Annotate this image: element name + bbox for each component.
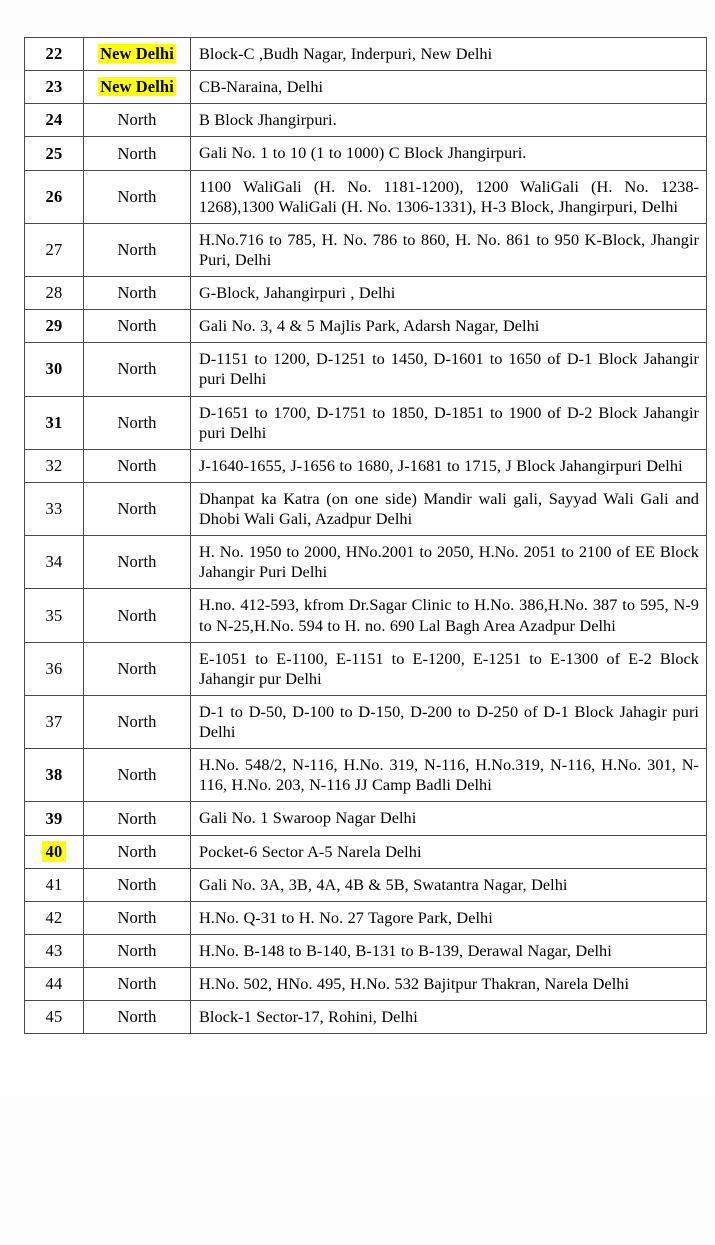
address-text: Dhanpat ka Katra (on one side) Mandir wali gali, Sayyad Wali Gali and Dhobi Wali Gali, Azadpur Delhi — [199, 488, 699, 528]
cell-serial-number — [25, 536, 84, 589]
cell-address — [191, 642, 707, 695]
cell-serial-number — [25, 396, 84, 449]
address-text: H.no. 412-593, kfrom Dr.Sagar Clinic to H.No. 386,H.No. 387 to 595, N-9 to N-25,H.No. 594 to H. no. 690 Lal Bagh Area Azadpur Delhi — [199, 595, 699, 635]
cell-district — [84, 71, 191, 104]
cell-address — [191, 396, 707, 449]
address-text: Block-C ,Budh Nagar, Inderpuri, New Delhi — [199, 44, 493, 63]
table-row — [25, 749, 707, 802]
district-text: North — [117, 1007, 157, 1027]
cell-address — [191, 536, 707, 589]
cell-serial-number — [25, 310, 84, 343]
district-text: North — [117, 110, 157, 130]
address-text: Gali No. 3, 4 & 5 Majlis Park, Adarsh Nagar, Delhi — [199, 316, 540, 336]
district-text — [84, 73, 190, 101]
cell-serial-number — [25, 137, 84, 170]
district-text: North — [117, 239, 157, 259]
table-row — [25, 104, 707, 137]
cell-district — [84, 835, 191, 868]
cell-district — [84, 343, 191, 396]
table-row — [25, 695, 707, 748]
cell-serial-number — [25, 749, 84, 802]
address-text: G-Block, Jahangirpuri , Delhi — [199, 283, 396, 302]
cell-address — [191, 310, 707, 343]
cell-serial-number — [25, 1001, 84, 1034]
cell-address — [191, 137, 707, 170]
table-row — [25, 1001, 707, 1034]
address-text: H.No. 502, HNo. 495, H.No. 532 Bajitpur Thakran, Narela Delhi — [199, 974, 630, 993]
cell-address — [191, 1001, 707, 1034]
cell-serial-number — [25, 589, 84, 642]
address-text: Gali No. 1 Swaroop Nagar Delhi — [199, 808, 417, 828]
address-text: H. No. 1950 to 2000, HNo.2001 to 2050, H.No. 2051 to 2100 of EE Block Jahangir Puri Delhi — [199, 542, 699, 582]
table-row — [25, 835, 707, 868]
district-text: North — [117, 316, 157, 336]
cell-district — [84, 536, 191, 589]
address-text: D-1 to D-50, D-100 to D-150, D-200 to D-250 of D-1 Block Jahagir puri Delhi — [199, 701, 699, 741]
district-text: North — [117, 605, 157, 625]
cell-address — [191, 968, 707, 1001]
cell-address — [191, 71, 707, 104]
cell-district — [84, 802, 191, 835]
district-text: North — [117, 941, 157, 961]
serial-number-text: 27 — [45, 239, 63, 259]
serial-number-text: 28 — [45, 283, 63, 303]
table-row — [25, 71, 707, 104]
serial-number-text: 22 — [45, 44, 63, 64]
serial-number-text: 36 — [45, 658, 63, 678]
address-text: Block-1 Sector-17, Rohini, Delhi — [199, 1007, 418, 1027]
cell-serial-number — [25, 71, 84, 104]
cell-serial-number — [25, 277, 84, 310]
address-text: H.No. Q-31 to H. No. 27 Tagore Park, Delhi — [199, 907, 493, 927]
cell-district — [84, 968, 191, 1001]
table-body — [25, 38, 707, 1034]
district-text: North — [117, 658, 157, 678]
serial-number-text: 45 — [45, 1007, 63, 1027]
cell-address — [191, 749, 707, 802]
serial-number-text: 43 — [45, 941, 63, 961]
district-text: North — [117, 712, 157, 732]
district-text: North — [117, 412, 157, 432]
cell-district — [84, 901, 191, 934]
cell-district — [84, 277, 191, 310]
cell-serial-number — [25, 695, 84, 748]
district-text: North — [117, 143, 157, 163]
cell-serial-number — [25, 968, 84, 1001]
cell-district — [84, 38, 191, 71]
cell-address — [191, 901, 707, 934]
address-table — [24, 37, 707, 1034]
cell-serial-number — [25, 38, 84, 71]
serial-number-text — [25, 838, 83, 866]
district-text: North — [117, 974, 157, 994]
table-row — [25, 589, 707, 642]
cell-address — [191, 835, 707, 868]
cell-district — [84, 137, 191, 170]
serial-number-text: 26 — [45, 186, 63, 206]
district-text: North — [117, 283, 157, 303]
district-text: North — [117, 874, 157, 894]
highlight-mark: New Delhi — [100, 44, 174, 64]
address-text: Gali No. 1 to 10 (1 to 1000) C Block Jhangirpuri. — [199, 143, 527, 163]
serial-number-text: 44 — [45, 974, 63, 994]
district-text: North — [117, 455, 157, 475]
cell-serial-number — [25, 802, 84, 835]
cell-district — [84, 104, 191, 137]
cell-serial-number — [25, 868, 84, 901]
address-text: D-1651 to 1700, D-1751 to 1850, D-1851 to 1900 of D-2 Block Jahangir puri Delhi — [199, 402, 699, 442]
district-text: North — [117, 186, 157, 206]
serial-number-text: 23 — [45, 77, 63, 97]
serial-number-text: 38 — [45, 765, 63, 785]
table-row — [25, 277, 707, 310]
cell-serial-number — [25, 901, 84, 934]
serial-number-text: 33 — [45, 499, 63, 519]
cell-district — [84, 482, 191, 535]
district-text: North — [117, 907, 157, 927]
district-text: North — [117, 499, 157, 519]
table-row — [25, 901, 707, 934]
address-text: H.No. 548/2, N-116, H.No. 319, N-116, H.No.319, N-116, H.No. 301, N-116, H.No. 203, N-116 JJ Camp Badli Delhi — [199, 755, 699, 795]
cell-address — [191, 277, 707, 310]
table-row — [25, 449, 707, 482]
cell-address — [191, 343, 707, 396]
cell-district — [84, 1001, 191, 1034]
cell-district — [84, 310, 191, 343]
serial-number-text: 41 — [45, 874, 63, 894]
cell-serial-number — [25, 170, 84, 223]
cell-address — [191, 482, 707, 535]
cell-district — [84, 934, 191, 967]
serial-number-text: 32 — [45, 455, 63, 475]
cell-address — [191, 802, 707, 835]
serial-number-text: 39 — [45, 808, 63, 828]
serial-number-text: 25 — [45, 143, 63, 163]
address-text: Pocket-6 Sector A-5 Narela Delhi — [199, 841, 422, 861]
serial-number-text: 37 — [45, 712, 63, 732]
district-text: North — [117, 552, 157, 572]
table-row — [25, 223, 707, 276]
address-text: H.No. B-148 to B-140, B-131 to B-139, Derawal Nagar, Delhi — [199, 940, 612, 960]
table-row — [25, 343, 707, 396]
address-text: B Block Jhangirpuri. — [199, 110, 337, 130]
address-text: H.No.716 to 785, H. No. 786 to 860, H. No. 861 to 950 K-Block, Jhangir Puri, Delhi — [199, 229, 699, 269]
serial-number-text: 29 — [45, 316, 63, 336]
table-row — [25, 482, 707, 535]
cell-district — [84, 868, 191, 901]
cell-serial-number — [25, 104, 84, 137]
serial-number-text: 24 — [45, 110, 63, 130]
address-text: J-1640-1655, J-1656 to 1680, J-1681 to 1715, J Block Jahangirpuri Delhi — [199, 455, 683, 475]
cell-address — [191, 934, 707, 967]
cell-address — [191, 38, 707, 71]
district-text: North — [117, 765, 157, 785]
address-text: Gali No. 3A, 3B, 4A, 4B & 5B, Swatantra Nagar, Delhi — [199, 874, 568, 894]
cell-address — [191, 695, 707, 748]
serial-number-text: 42 — [45, 907, 63, 927]
table-row — [25, 802, 707, 835]
address-text: E-1051 to E-1100, E-1151 to E-1200, E-1251 to E-1300 of E-2 Block Jahangir pur Delhi — [199, 648, 699, 688]
cell-district — [84, 449, 191, 482]
cell-address — [191, 104, 707, 137]
cell-district — [84, 695, 191, 748]
cell-serial-number — [25, 449, 84, 482]
table-row — [25, 396, 707, 449]
cell-address — [191, 449, 707, 482]
cell-district — [84, 589, 191, 642]
cell-district — [84, 642, 191, 695]
cell-serial-number — [25, 482, 84, 535]
cell-serial-number — [25, 642, 84, 695]
cell-address — [191, 589, 707, 642]
cell-district — [84, 396, 191, 449]
address-text: D-1151 to 1200, D-1251 to 1450, D-1601 to 1650 of D-1 Block Jahangir puri Delhi — [199, 349, 699, 389]
table-row — [25, 868, 707, 901]
cell-district — [84, 170, 191, 223]
table-row — [25, 38, 707, 71]
cell-serial-number — [25, 343, 84, 396]
highlight-mark: New Delhi — [100, 77, 174, 97]
cell-serial-number — [25, 835, 84, 868]
cell-serial-number — [25, 934, 84, 967]
cell-serial-number — [25, 223, 84, 276]
cell-address — [191, 223, 707, 276]
table-row — [25, 170, 707, 223]
district-text: North — [117, 359, 157, 379]
serial-number-text: 34 — [45, 552, 63, 572]
cell-address — [191, 170, 707, 223]
table-row — [25, 968, 707, 1001]
table-row — [25, 310, 707, 343]
table-row — [25, 934, 707, 967]
district-text: North — [117, 808, 157, 828]
district-text: North — [117, 841, 157, 861]
highlight-mark: 40 — [42, 841, 67, 862]
table-row — [25, 642, 707, 695]
district-text — [84, 40, 190, 68]
table-row — [25, 137, 707, 170]
address-text: 1100 WaliGali (H. No. 1181-1200), 1200 WaliGali (H. No. 1238-1268),1300 WaliGali (H. No. 1306-1331), H-3 Block, Jhangirpuri, Delhi — [199, 176, 699, 216]
address-text: CB-Naraina, Delhi — [199, 77, 324, 97]
cell-district — [84, 749, 191, 802]
cell-address — [191, 868, 707, 901]
table-row — [25, 536, 707, 589]
serial-number-text: 31 — [45, 412, 63, 432]
serial-number-text: 35 — [45, 605, 63, 625]
serial-number-text: 30 — [45, 359, 63, 379]
cell-district — [84, 223, 191, 276]
